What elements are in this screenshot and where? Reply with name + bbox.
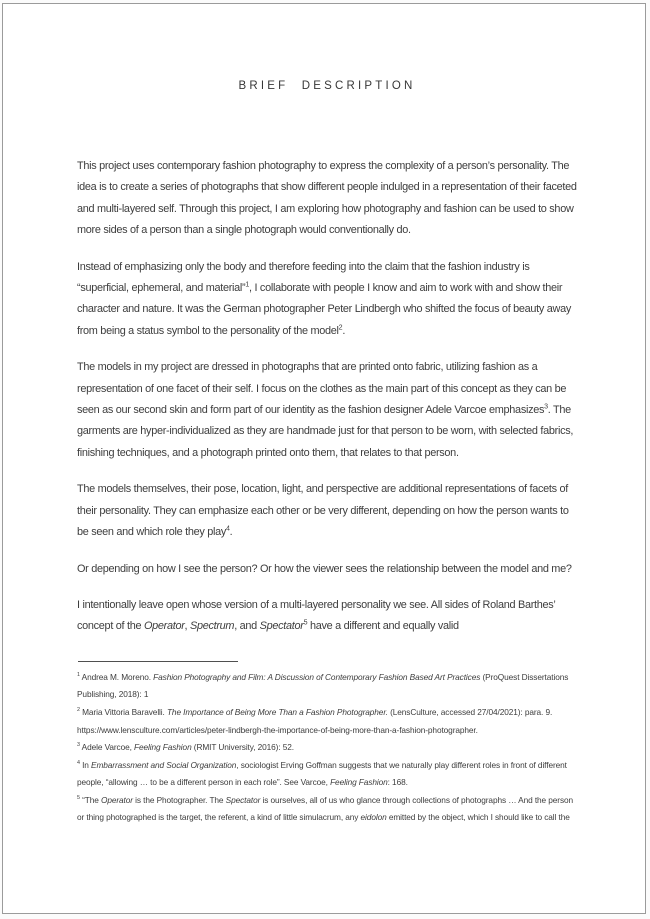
body-paragraph-4: The models themselves, their pose, location, light, and perspective are additional representations of facets of their personality. They can emphasize each other or be very different, depending on how the person wants to be seen and which role they play$^4$.	[77, 483, 569, 539]
footnote-4: $^4$ In Embarrassment and Social Organization, sociologist Erving Goffman suggests that we naturally play different roles in front of different people, “allowing … to be a different person in each role”. See Varcoe, Feeling Fashion: 168.	[77, 759, 567, 788]
body-paragraph-3: The models in my project are dressed in photographs that are printed onto fabric, utilizing fashion as a representation of one facet of their self. I focus on the clothes as the main part of this concept as they can be seen as our second skin and form part of our identity as the fashion designer Adele Varcoe emphasizes$^3$. The garments are hyper-individualized as they are handmade just for that person to be worn, with selected fabrics, finishing techniques, and a photograph printed onto them, that relates to that person.	[77, 361, 574, 459]
footnote-2: $^2$ Maria Vittoria Baravelli. The Importance of Being More Than a Fashion Photographer. (LensCulture, accessed 27/04/2021): para. 9. https://www.lensculture.com/articles/peter-lindbergh-the-importance-of-being-more-than-a-fashion-photographer.	[77, 706, 553, 735]
body-content	[77, 156, 577, 638]
footnotes-section	[77, 661, 577, 827]
footnote-1: $^1$ Andrea M. Moreno. Fashion Photography and Film: A Discussion of Contemporary Fashion Based Art Practices (ProQuest Dissertations Publishing, 2018): 1	[77, 671, 569, 700]
footnote-separator	[78, 661, 238, 662]
body-paragraph-5: Or depending on how I see the person? Or how the viewer sees the relationship between the model and me?	[77, 562, 572, 575]
body-paragraph-2: Instead of emphasizing only the body and therefore feeding into the claim that the fashion industry is “superficial, ephemeral, and material”$^1$, I collaborate with people I know and aim to work with and show their character and nature. It was the German photographer Peter Lindbergh who shifted the focus of beauty away from being a status symbol to the personality of the model$^2$.	[77, 260, 571, 337]
footnote-5: $^5$ “The Operator is the Photographer. The Spectator is ourselves, all of us who glance through collections of photographs … And the person or thing photographed is the target, the referent, a kind of little simulacrum, any eidolon emitted by the object, which I should like to call the	[77, 794, 574, 823]
document-page	[2, 3, 646, 914]
body-paragraph-6: I intentionally leave open whose version of a multi-layered personality we see. All sides of Roland Barthes’ concept of the Operator, Spectrum, and Spectator$^5$ have a different and equally valid	[77, 598, 556, 633]
body-paragraph-1: This project uses contemporary fashion photography to express the complexity of a person’s personality. The idea is to create a series of photographs that show different people indulged in a representation of their faceted and multi-layered self. Through this project, I am exploring how photography and fashion can be used to show more sides of a person than a single photograph would conventionally do.	[77, 160, 577, 237]
footnote-3: $^3$ Adele Varcoe, Feeling Fashion (RMIT University, 2016): 52.	[77, 742, 294, 753]
page-title: BRIEF DESCRIPTION	[238, 80, 416, 92]
